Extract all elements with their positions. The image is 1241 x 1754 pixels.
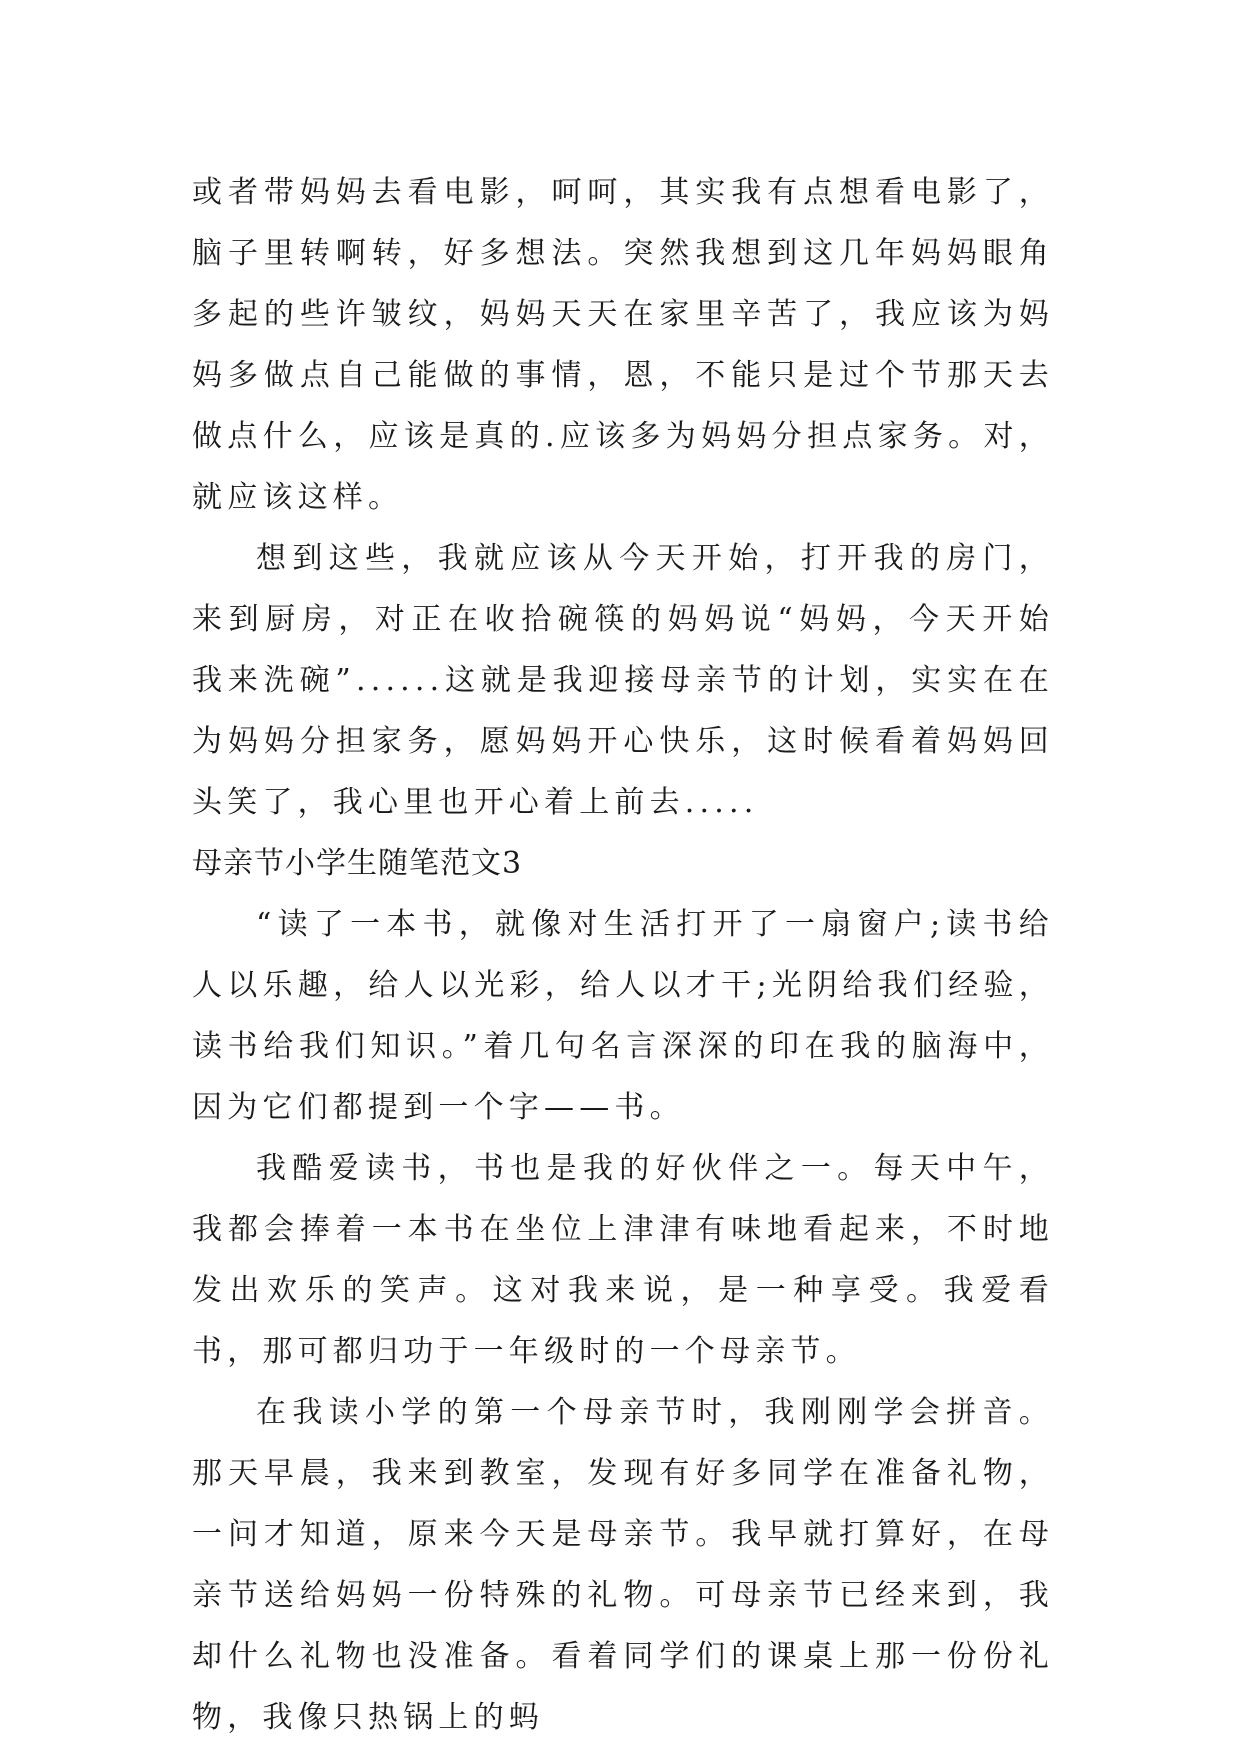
paragraph-love-reading: 我酷爱读书，书也是我的好伙伴之一。每天中午，我都会捧着一本书在坐位上津津有味地看起来，不时地发出欢乐的笑声。这对我来说，是一种享受。我爱看书，那可都归功于一年级时的一个母亲节。	[192, 1151, 1054, 1369]
section-heading: 母亲节小学生随笔范文3	[192, 846, 523, 881]
paragraph-first-mothers-day: 在我读小学的第一个母亲节时，我刚刚学会拼音。那天早晨，我来到教室，发现有好多同学在准备礼物，一问才知道，原来今天是母亲节。我早就打算好，在母亲节送给妈妈一份特殊的礼物。可母亲节已经来到，我却什么礼物也没准备。看着同学们的课桌上那一份份礼物，我像只热锅上的蚂	[192, 1395, 1054, 1735]
document-body	[192, 162, 1054, 1748]
paragraph-plan: 想到这些，我就应该从今天开始，打开我的房门，来到厨房，对正在收拾碗筷的妈妈说“妈妈，今天开始我来洗碗”......这就是我迎接母亲节的计划，实实在在为妈妈分担家务，愿妈妈开心快乐，这时候看着妈妈回头笑了，我心里也开心着上前去.....	[192, 541, 1054, 820]
paragraph-continuation: 或者带妈妈去看电影，呵呵，其实我有点想看电影了，脑子里转啊转，好多想法。突然我想到这几年妈妈眼角多起的些许皱纹，妈妈天天在家里辛苦了，我应该为妈妈多做点自己能做的事情，恩，不能只是过个节那天去做点什么，应该是真的.应该多为妈妈分担点家务。对，就应该这样。	[192, 175, 1054, 515]
paragraph-quote: “读了一本书，就像对生活打开了一扇窗户;读书给人以乐趣，给人以光彩，给人以才干;光阴给我们经验，读书给我们知识。”着几句名言深深的印在我的脑海中，因为它们都提到一个字——书。	[192, 907, 1054, 1125]
